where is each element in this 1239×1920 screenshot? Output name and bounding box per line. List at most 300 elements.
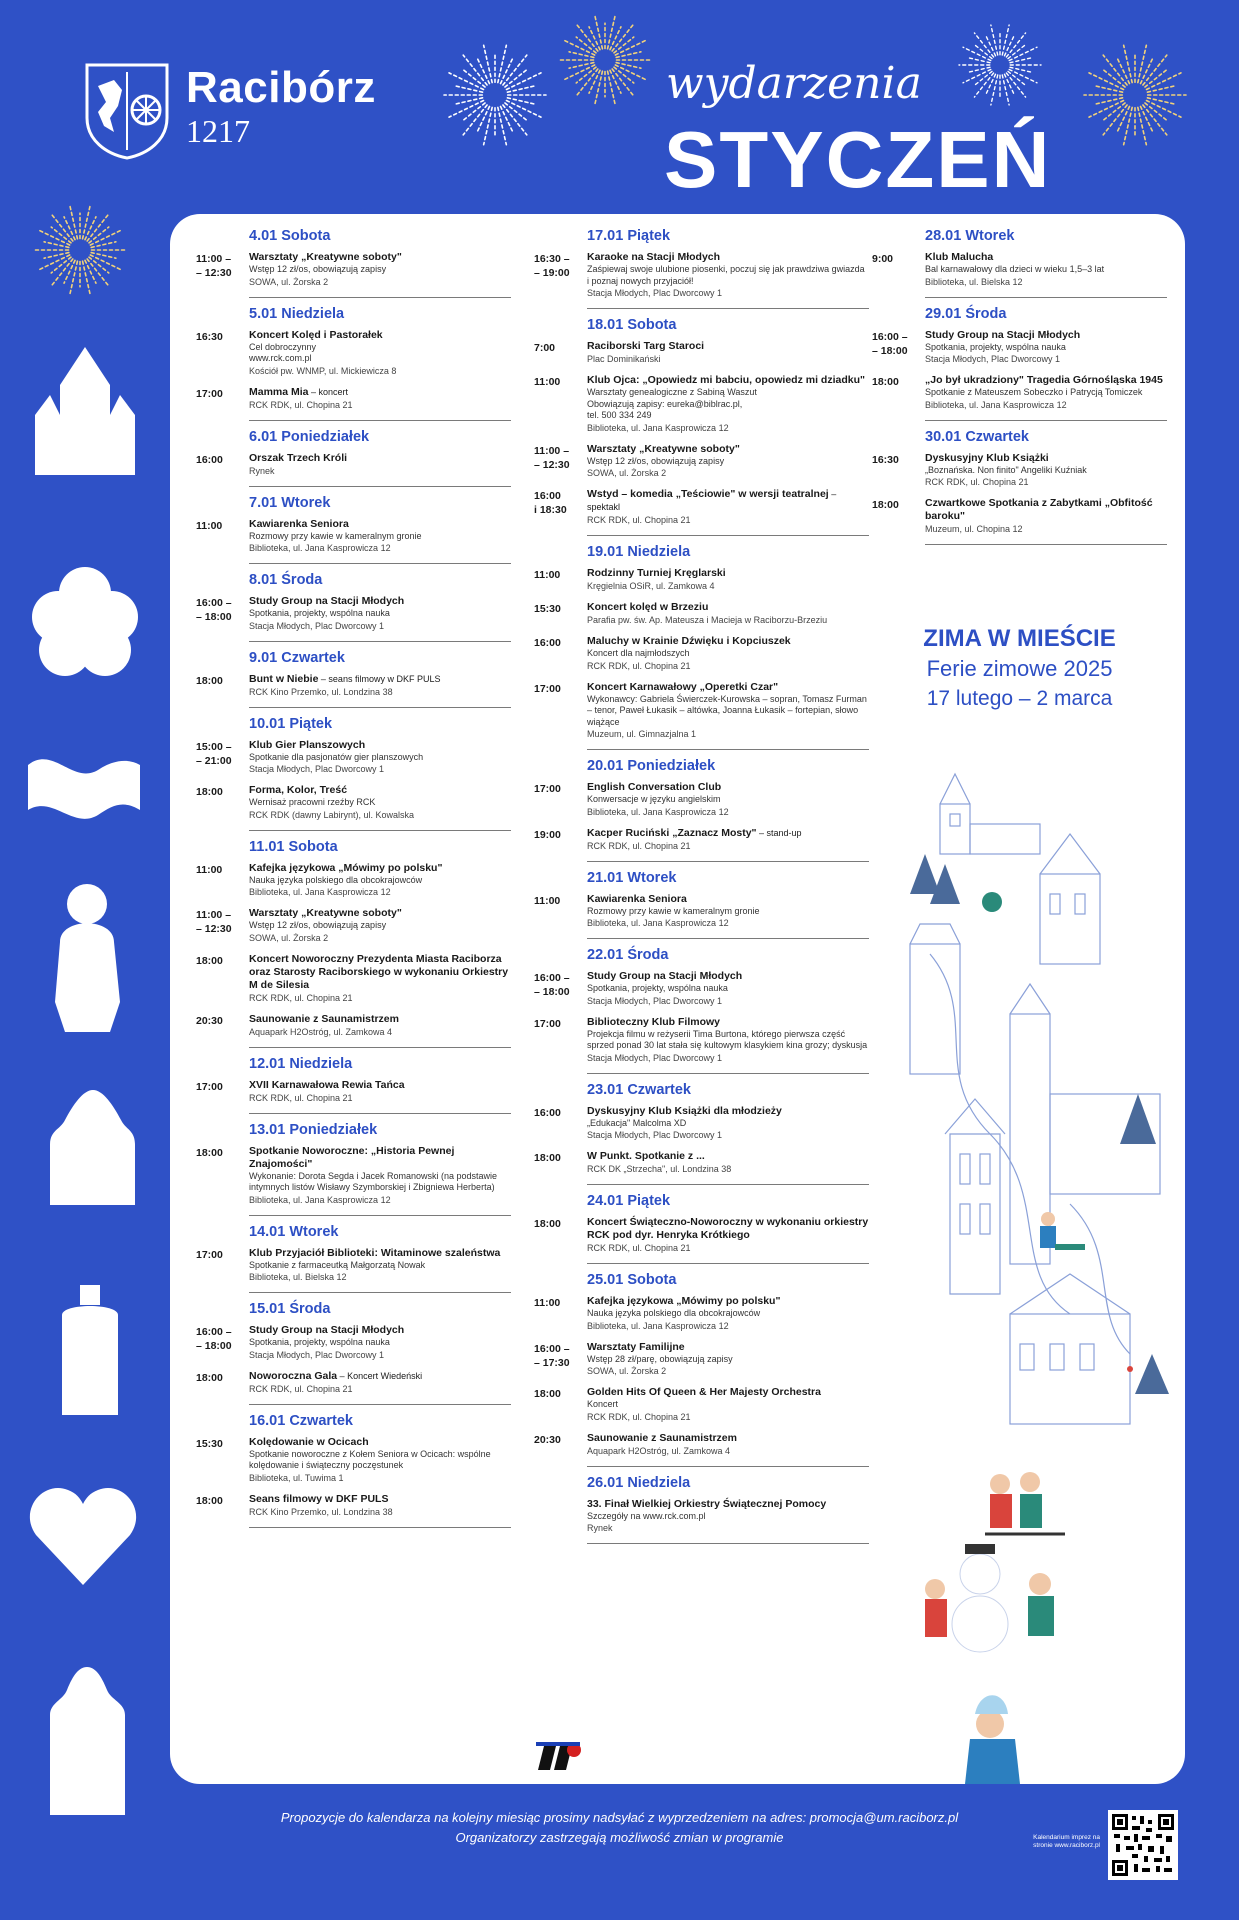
divider [249,1404,511,1405]
divider [249,1047,511,1048]
event-name: Koncert Kolęd i Pastorałek [249,328,383,341]
day-section [196,839,511,1048]
qr-caption: Kalendarium imprez na stronie www.raciborz.pl [1033,1834,1100,1849]
day-heading: 20.01 Poniedziałek [587,758,716,774]
event-time: 16:00 [534,637,561,649]
event-time: 11:00 [196,863,223,876]
event-name: Study Group na Stacji Młodych [587,970,743,982]
day-section [196,716,511,831]
event-time: 11:00 [534,1297,561,1309]
events-column [196,228,511,1536]
divider [925,544,1167,545]
firework-icon [555,10,655,110]
event-item [534,251,869,299]
event-place: SOWA, ul. Żorska 2 [587,468,667,478]
event-name: XVII Karnawałowa Rewia Tańca [249,1078,405,1091]
event-description: Wykonanie: Dorota Segda i Jacek Romanowski (na podstawie intymnych listów Wisławy Szymborskiej i Zbigniewa Herberta) [249,1170,498,1192]
events-column [534,228,869,1552]
event-item [196,1370,511,1395]
event-description: Koncert dla najmłodszych [587,648,690,658]
event-time: 11:00 [534,569,561,581]
event-name: Koncert Noworoczny Prezydenta Miasta Raciborza oraz Starosty Raciborskiego w wykonaniu Orkiestry M de Silesia [249,952,509,991]
event-item [196,329,511,377]
event-name: Study Group na Stacji Młodych [249,1324,405,1336]
divider [249,1292,511,1293]
winter-subtitle: Ferie zimowe 2025 [926,656,1113,681]
city-logo [84,62,376,160]
event-name: Noworoczna Gala [249,1369,338,1382]
event-name: Golden Hits Of Queen & Her Majesty Orchestra [587,1386,821,1398]
day-section [196,429,511,487]
day-section [534,870,869,940]
event-time: 17:00 [534,682,561,695]
event-place: RCK RDK, ul. Chopina 21 [249,1383,353,1394]
event-place: Biblioteka, ul. Jana Kasprowicza 12 [587,806,729,817]
divider [249,707,511,708]
event-description: Spotkania, projekty, wspólna nauka [249,1337,390,1347]
events-card [170,214,1185,1784]
event-place: RCK RDK, ul. Chopina 21 [249,1092,353,1103]
day-section [196,1224,511,1294]
event-item [196,1436,511,1484]
event-name: Koncert Świąteczno-Noworoczny w wykonaniu orkiestry RCK pod dyr. Henryka Krótkiego [587,1216,869,1241]
event-item [534,1386,869,1423]
event-name: Study Group na Stacji Młodych [249,595,405,607]
event-place: SOWA, ul. Żorska 2 [249,932,329,943]
event-place: RCK RDK, ul. Chopina 21 [249,399,353,410]
event-item [534,1216,869,1254]
day-section [534,1475,869,1545]
event-item [534,1295,869,1332]
event-item [534,443,869,480]
event-time: 18:00 [196,1494,223,1507]
event-place: Parafia pw. św. Ap. Mateusza i Macieja w Raciborzu-Brzeziu [587,615,828,625]
event-time: 17:00 [196,387,223,400]
event-item [196,907,511,944]
event-place: RCK Kino Przemko, ul. Londzina 38 [249,686,393,697]
event-name: Saunowanie z Saunamistrzem [249,1012,399,1025]
event-place: RCK DK „Strzecha", ul. Londzina 38 [587,1164,732,1174]
day-section [534,947,869,1074]
day-heading: 7.01 Wtorek [249,494,331,511]
heart-silhouette-icon [28,1480,138,1590]
event-time: 16:00 – – 18:00 [872,330,908,357]
event-item [872,497,1167,535]
event-name: Maluchy w Krainie Dźwięku i Kopciuszek [587,635,791,647]
coat-of-arms-icon [84,62,170,160]
day-heading: 17.01 Piątek [587,228,671,244]
event-item [534,1150,869,1175]
event-description: Warsztaty genealogiczne z Sabiną Waszut Obowiązują zapisy: eureka@biblrac.pl, tel. 500 334 249 [587,387,757,420]
event-item [534,1105,869,1142]
event-name: Forma, Kolor, Treść [249,784,348,796]
event-place: SOWA, ul. Żorska 2 [587,1366,667,1376]
day-heading: 28.01 Wtorek [925,228,1015,244]
event-item [196,452,511,477]
day-section [534,1082,869,1186]
event-time: 18:00 [196,1146,223,1159]
event-description: Konwersacje w języku angielskim [587,794,721,804]
building-silhouette-icon [45,1085,140,1205]
event-place: Biblioteka, ul. Jana Kasprowicza 12 [249,543,391,553]
event-item [196,784,511,821]
event-place: Biblioteka, ul. Bielska 12 [925,276,1023,287]
event-name: Karaoke na Stacji Młodych [587,251,721,263]
divider [249,830,511,831]
day-section [872,228,1167,298]
event-item [534,488,869,526]
event-place: Aquapark H2Ostróg, ul. Zamkowa 4 [249,1026,393,1037]
divider [587,535,869,536]
event-place: Stacja Młodych, Plac Dworcowy 1 [587,1130,723,1140]
event-description: Wstęp 12 zł/os, obowiązują zapisy [249,920,387,930]
event-description: Projekcja filmu w reżyserii Tima Burtona, którego pierwsza część sprzed ponad 30 lat stała się kultowym klasykiem kina grozy; dyskusja [587,1028,868,1050]
event-item [534,635,869,672]
event-name: Biblioteczny Klub Filmowy [587,1015,721,1028]
day-section [872,306,1167,421]
city-year: 1217 [186,113,250,149]
day-heading: 4.01 Sobota [249,228,331,244]
event-time: 16:00 – – 17:30 [534,1342,570,1369]
event-item [872,251,1167,288]
day-heading: 10.01 Piątek [249,715,333,732]
event-name: Study Group na Stacji Młodych [925,328,1081,341]
divider [587,1184,869,1185]
event-description: Spotkanie z Mateuszem Sobeczko i Patrycją Tomiczek [925,387,1143,397]
event-time: 11:00 [534,894,561,907]
event-place: Aquapark H2Ostróg, ul. Zamkowa 4 [587,1445,731,1456]
day-heading: 9.01 Czwartek [249,649,345,666]
day-section [196,1122,511,1216]
divider [587,1263,869,1264]
event-description: Zaśpiewaj swoje ulubione piosenki, poczuj się jak prawdziwa gwiazda i poznaj nowych przyjaciół! [587,264,865,286]
divider [587,1466,869,1467]
event-time: 16:00 – – 18:00 [196,597,232,623]
event-name: Bunt w Niebie [249,672,319,685]
divider [587,749,869,750]
day-heading: 13.01 Poniedziałek [249,1121,378,1138]
event-place: Stacja Młodych, Plac Dworcowy 1 [925,354,1061,364]
event-time: 11:00 – – 12:30 [196,253,232,279]
event-place: RCK RDK, ul. Chopina 21 [587,1411,691,1422]
event-item [872,374,1167,411]
figure-silhouette-icon [50,882,125,1032]
day-heading: 19.01 Niedziela [587,544,691,560]
event-description: Spotkanie z farmaceutką Małgorzatą Nowak [249,1259,426,1270]
event-type: – Koncert Wiedeński [337,1370,423,1381]
day-section [534,1272,869,1467]
event-name: Warsztaty Familijne [587,1340,685,1353]
event-time: 7:00 [534,342,556,354]
day-heading: 25.01 Sobota [587,1272,677,1288]
event-time: 16:00 – – 18:00 [534,972,570,998]
firework-icon [30,200,130,300]
event-name: Kolędowanie w Ocicach [249,1435,369,1448]
event-time: 16:00 [196,453,223,466]
day-heading: 8.01 Środa [249,572,323,588]
event-time: 17:00 [534,783,561,795]
day-section [534,1193,869,1264]
day-section [196,1413,511,1528]
event-name: Dyskusyjny Klub Książki [925,451,1049,464]
castle-silhouette-icon [30,345,140,475]
winter-promo [872,624,1167,714]
event-description: Rozmowy przy kawie w kameralnym gronie [587,905,760,916]
event-time: 11:00 [196,519,223,532]
day-heading: 12.01 Niedziela [249,1055,353,1072]
event-place: Rynek [587,1523,613,1533]
event-name: Warsztaty „Kreatywne soboty" [587,442,740,455]
event-place: RCK RDK (dawny Labirynt), ul. Kowalska [249,809,415,820]
event-time: 16:30 – – 19:00 [534,253,570,279]
event-item [196,1493,511,1518]
day-section [196,495,511,565]
event-place: RCK RDK, ul. Chopina 21 [587,515,691,525]
event-item [534,374,869,434]
divider [925,297,1167,298]
event-time: 18:00 [534,1218,561,1230]
event-name: Saunowanie z Saunamistrzem [587,1431,737,1444]
event-name: Spotkanie Noworoczne: „Historia Pewnej Znajomości" [249,1144,455,1170]
event-time: 18:00 [534,1388,561,1400]
event-type: – seans filmowy w DKF PULS [318,673,441,684]
event-item [196,1324,511,1361]
event-name: Kawiarenka Seniora [587,892,687,905]
day-heading: 30.01 Czwartek [925,428,1029,445]
event-item [534,827,869,852]
day-section [196,572,511,642]
event-time: 18:00 [872,499,899,511]
event-type: – spektakl [587,489,837,512]
event-item [196,1247,511,1284]
event-name: Rodzinny Turniej Kręglarski [587,567,726,579]
event-description: Nauka języka polskiego dla obcokrajowców [249,874,423,885]
event-time: 18:00 [196,954,223,967]
event-time: 16:00 [534,1106,561,1119]
event-item [196,518,511,555]
event-place: Biblioteka, ul. Jana Kasprowicza 12 [587,918,729,928]
day-section [196,650,511,708]
divider [249,486,511,487]
event-item [196,953,511,1004]
event-name: Klub Ojca: „Opowiedz mi babciu, opowiedz mi dziadku" [587,374,865,386]
flower-silhouette-icon [30,565,140,680]
event-time: 11:00 – – 12:30 [534,444,570,471]
event-place: Biblioteka, ul. Jana Kasprowicza 12 [249,887,391,897]
event-place: RCK RDK, ul. Chopina 21 [249,992,353,1003]
events-column [872,228,1167,553]
event-item [196,595,511,632]
event-name: Czwartkowe Spotkania z Zabytkami „Obfitość baroku" [925,497,1153,522]
event-item [534,1498,869,1535]
event-name: Seans filmowy w DKF PULS [249,1492,389,1505]
event-time: 18:00 [534,1152,561,1164]
event-item [196,251,511,288]
event-description: Cel dobroczynny www.rck.com.pl [249,341,317,363]
event-time: 16:00 i 18:30 [534,490,567,516]
event-description: Bal karnawałowy dla dzieci w wieku 1,5–3 lat [925,264,1105,274]
event-item [196,1013,511,1038]
event-place: Biblioteka, ul. Bielska 12 [249,1272,347,1282]
event-place: Kościół pw. WNMP, ul. Mickiewicza 8 [249,365,397,376]
event-time: 20:30 [196,1014,223,1027]
event-time: 18:00 [872,376,899,388]
event-item [534,1341,869,1378]
event-place: RCK Kino Przemko, ul. Londzina 38 [249,1506,393,1517]
footer-disclaimer: Organizatorzy zastrzegają możliwość zmian w programie [455,1830,784,1845]
tower-silhouette-icon [50,1285,130,1415]
event-item [196,1145,511,1206]
day-section [534,544,869,750]
footer-note: Propozycje do kalendarza na kolejny miesiąc prosimy nadsyłać z wyprzedzeniem na adres: promocja@um.raciborz.pl [280,1810,959,1825]
event-name: Klub Przyjaciół Biblioteki: Witaminowe szaleństwa [249,1246,501,1259]
event-item [872,329,1167,366]
day-heading: 6.01 Poniedziałek [249,428,370,445]
event-item [196,862,511,899]
divider [587,1073,869,1074]
event-item [534,1432,869,1457]
event-name: Wstyd – komedia „Teściowie" w wersji teatralnej [587,488,829,500]
event-name: Mamma Mia [249,385,309,398]
event-place: Stacja Młodych, Plac Dworcowy 1 [249,620,385,631]
day-section [534,317,869,536]
event-place: RCK RDK, ul. Chopina 21 [925,477,1029,487]
event-place: Biblioteka, ul. Tuwima 1 [249,1472,344,1483]
event-name: Kawiarenka Seniora [249,517,349,530]
event-time: 20:30 [534,1433,561,1446]
event-description: „Boznańska. Non finito" Angeliki Kuźniak [925,464,1087,475]
event-name: Koncert kolęd w Brzeziu [587,601,709,613]
event-name: W Punkt. Spotkanie z ... [587,1150,705,1162]
event-place: Rynek [249,465,275,476]
event-time: 19:00 [534,828,561,841]
event-name: Dyskusyjny Klub Książki dla młodzieży [587,1104,782,1117]
day-section [196,1301,511,1405]
event-description: Szczegóły na www.rck.com.pl [587,1510,706,1521]
event-name: Kafejka językowa „Mówimy po polsku" [249,861,443,874]
event-description: Spotkania, projekty, wspólna nauka [925,341,1066,352]
event-name: „Jo był ukradziony" Tragedia Górnośląska 1945 [925,374,1163,386]
event-description: Spotkania, projekty, wspólna nauka [249,608,390,618]
event-name: Klub Gier Planszowych [249,738,366,751]
event-item [196,673,511,698]
divider [249,1215,511,1216]
divider [249,420,511,421]
firework-icon [1080,40,1190,150]
page-title: STYCZEŃ [664,115,1052,204]
event-name: Kafejka językowa „Mówimy po polsku" [587,1295,781,1307]
divider [587,308,869,309]
event-name: Orszak Trzech Króli [249,451,348,464]
divider [249,1527,511,1528]
event-description: Wernisaż pracowni rzeźby RCK [249,797,376,807]
day-heading: 29.01 Środa [925,305,1007,322]
winter-town-illustration [890,754,1180,1784]
event-description: Spotkania, projekty, wspólna nauka [587,983,728,993]
event-description: Wstęp 12 zł/os, obowiązują zapisy [249,264,387,274]
event-place: Muzeum, ul. Chopina 12 [925,524,1023,534]
event-item [534,1016,869,1064]
event-time: 9:00 [872,253,894,265]
day-section [196,228,511,298]
event-time: 16:00 – – 18:00 [196,1326,232,1352]
day-section [196,1056,511,1114]
qr-code-icon[interactable] [1108,1810,1178,1880]
divider [249,563,511,564]
event-item [534,781,869,818]
event-description: Wstęp 12 zł/os, obowiązują zapisy [587,455,725,466]
divider [587,938,869,939]
event-item [196,386,511,411]
firework-icon [440,40,550,150]
day-heading: 16.01 Czwartek [249,1412,353,1429]
event-time: 15:00 – – 21:00 [196,740,232,767]
day-heading: 5.01 Niedziela [249,305,345,322]
event-item [196,739,511,776]
event-place: Plac Dominikański [587,354,661,364]
event-place: RCK RDK, ul. Chopina 21 [587,1243,691,1253]
event-name: 33. Finał Wielkiej Orkiestry Świątecznej Pomocy [587,1497,827,1510]
event-place: Biblioteka, ul. Jana Kasprowicza 12 [249,1194,391,1205]
event-name: Kacper Ruciński „Zaznacz Mosty" [587,826,757,839]
day-section [534,758,869,862]
event-name: Warsztaty „Kreatywne soboty" [249,907,402,919]
event-time: 17:00 [196,1248,223,1261]
day-heading: 11.01 Sobota [249,838,338,855]
event-name: Klub Malucha [925,251,994,263]
event-place: Biblioteka, ul. Jana Kasprowicza 12 [587,422,729,433]
event-name: Warsztaty „Kreatywne soboty" [249,251,402,263]
event-name: Raciborski Targ Staroci [587,340,705,352]
event-place: Stacja Młodych, Plac Dworcowy 1 [587,995,723,1006]
event-time: 11:00 [534,376,561,388]
gate-silhouette-icon [45,1665,130,1815]
divider [587,1543,869,1544]
event-type: – koncert [308,386,349,397]
event-time: 17:00 [196,1080,223,1093]
event-time: 18:00 [196,786,223,798]
page-subtitle: wydarzenia [666,58,922,109]
day-heading: 22.01 Środa [587,947,669,963]
event-description: Koncert [587,1399,619,1409]
event-time: 18:00 [196,674,223,687]
divider [249,297,511,298]
wave-silhouette-icon [28,750,140,830]
day-heading: 15.01 Środa [249,1301,331,1317]
event-item [196,1079,511,1104]
day-section [872,429,1167,546]
event-place: Stacja Młodych, Plac Dworcowy 1 [249,764,385,774]
event-place: SOWA, ul. Żorska 2 [249,276,329,287]
event-item [534,567,869,592]
day-heading: 24.01 Piątek [587,1193,671,1209]
day-section [534,228,869,309]
event-place: RCK RDK, ul. Chopina 21 [587,840,691,851]
event-place: Kręgielnia OSiR, ul. Zamkowa 4 [587,581,715,591]
city-name: Racibórz [186,63,376,112]
divider [925,420,1167,421]
event-name: English Conversation Club [587,781,722,793]
event-time: 17:00 [534,1017,561,1030]
day-heading: 18.01 Sobota [587,317,677,333]
event-place: Muzeum, ul. Gimnazjalna 1 [587,729,697,739]
event-description: „Edukacja" Malcolma XD [587,1117,687,1128]
event-description: Rozmowy przy kawie w kameralnym gronie [249,530,422,541]
event-place: Biblioteka, ul. Jana Kasprowicza 12 [925,399,1067,410]
day-heading: 23.01 Czwartek [587,1081,691,1098]
event-description: Wstęp 28 zł/parę, obowiązują zapisy [587,1353,733,1364]
day-heading: 14.01 Wtorek [249,1223,339,1240]
